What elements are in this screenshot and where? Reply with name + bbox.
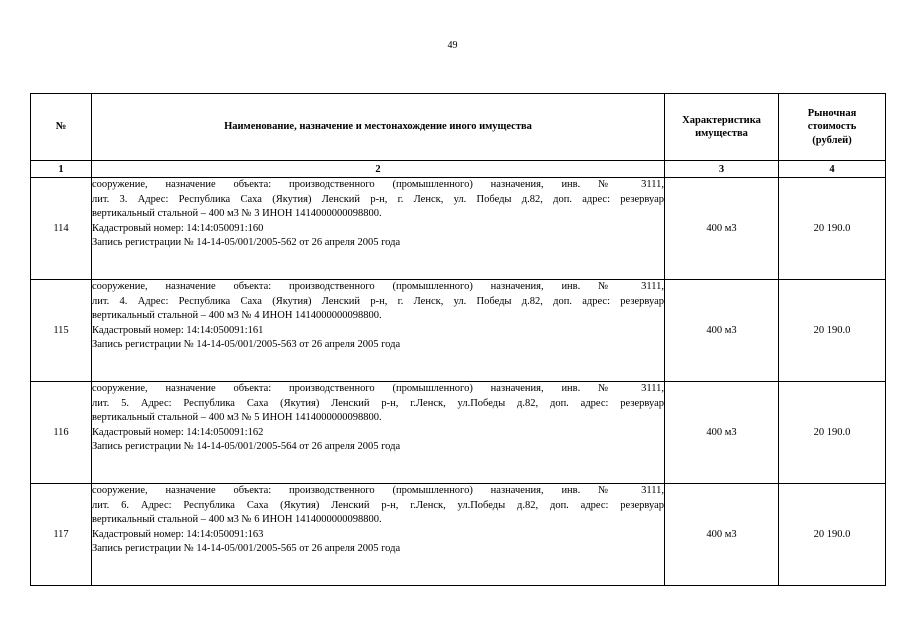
description-line: вертикальный стальной – 400 м3 № 4 ИНОН 1414000000098800. — [92, 310, 382, 321]
header-row — [31, 94, 886, 161]
row-cost: 20 190.0 — [779, 382, 886, 484]
cadastral-number: Кадастровый номер: 14:14:050091:160 — [92, 222, 264, 234]
description-line: сооружение, назначение объекта: производственного (промышленного) назначения, инв. № 3111, — [92, 383, 664, 394]
description-line: лит. 3. Адрес: Республика Саха (Якутия) Ленский р-н, г. Ленск, ул. Победы д.82, доп. адрес: резервуар — [92, 193, 664, 205]
table-row — [31, 178, 886, 280]
registration-record: Запись регистрации № 14-14-05/001/2005-563 от 26 апреля 2005 года — [92, 339, 401, 350]
registration-record: Запись регистрации № 14-14-05/001/2005-564 от 26 апреля 2005 года — [92, 441, 401, 452]
cadastral-number: Кадастровый номер: 14:14:050091:161 — [92, 324, 264, 336]
registration-record: Запись регистрации № 14-14-05/001/2005-562 от 26 апреля 2005 года — [92, 237, 401, 248]
row-characteristic: 400 м3 — [665, 178, 779, 280]
description-line: сооружение, назначение объекта: производственного (промышленного) назначения, инв. № 3111, — [92, 485, 664, 496]
table-row — [31, 382, 886, 484]
row-characteristic: 400 м3 — [665, 382, 779, 484]
row-number: 117 — [31, 484, 92, 586]
header-characteristic — [665, 94, 779, 161]
cadastral-number: Кадастровый номер: 14:14:050091:162 — [92, 426, 264, 438]
header-num: № — [31, 94, 92, 161]
description-line: сооружение, назначение объекта: производственного (промышленного) назначения, инв. № 3111, — [92, 281, 664, 292]
row-characteristic: 400 м3 — [665, 484, 779, 586]
row-number: 114 — [31, 178, 92, 280]
row-description — [92, 178, 665, 280]
column-number-4: 4 — [779, 161, 886, 178]
description-line: сооружение, назначение объекта: производственного (промышленного) назначения, инв. № 3111, — [92, 179, 664, 190]
registration-record: Запись регистрации № 14-14-05/001/2005-565 от 26 апреля 2005 года — [92, 543, 401, 554]
description-line: лит. 6. Адрес: Республика Саха (Якутия) Ленский р-н, г.Ленск, ул.Победы д.82, доп. адрес: резервуар — [92, 499, 664, 511]
description-line: вертикальный стальной – 400 м3 № 6 ИНОН 1414000000098800. — [92, 514, 382, 525]
cadastral-number: Кадастровый номер: 14:14:050091:163 — [92, 528, 264, 540]
row-description — [92, 484, 665, 586]
row-description — [92, 280, 665, 382]
row-cost: 20 190.0 — [779, 280, 886, 382]
header-cost — [779, 94, 886, 161]
row-cost: 20 190.0 — [779, 178, 886, 280]
header-cost-line1: Рыночная — [807, 108, 857, 120]
description-line: вертикальный стальной – 400 м3 № 5 ИНОН 1414000000098800. — [92, 412, 382, 423]
property-table — [30, 93, 886, 586]
column-number-row — [31, 161, 886, 178]
row-number: 116 — [31, 382, 92, 484]
row-cost: 20 190.0 — [779, 484, 886, 586]
description-line: лит. 4. Адрес: Республика Саха (Якутия) Ленский р-н, г. Ленск, ул. Победы д.82, доп. адрес: резервуар — [92, 295, 664, 307]
column-number-3: 3 — [665, 161, 779, 178]
column-number-1: 1 — [31, 161, 92, 178]
header-cost-line3: (рублей) — [812, 134, 852, 146]
header-name: Наименование, назначение и местонахождение иного имущества — [92, 94, 665, 161]
description-line: лит. 5. Адрес: Республика Саха (Якутия) Ленский р-н, г.Ленск, ул.Победы д.82, доп. адрес: резервуар — [92, 397, 664, 409]
column-number-2: 2 — [92, 161, 665, 178]
description-line: вертикальный стальной – 400 м3 № 3 ИНОН 1414000000098800. — [92, 208, 382, 219]
row-characteristic: 400 м3 — [665, 280, 779, 382]
header-cost-line2: стоимость — [807, 121, 857, 133]
row-description — [92, 382, 665, 484]
row-number: 115 — [31, 280, 92, 382]
table-row — [31, 484, 886, 586]
page-number: 49 — [447, 40, 458, 51]
table-row — [31, 280, 886, 382]
header-characteristic-line1: Характеристика — [682, 114, 761, 126]
header-characteristic-line2: имущества — [695, 128, 748, 139]
